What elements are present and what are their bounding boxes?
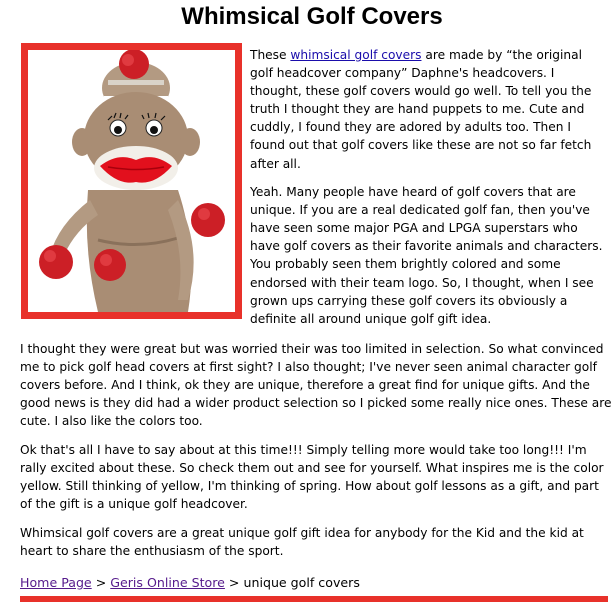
whimsical-golf-covers-link[interactable]: whimsical golf covers [290,48,422,62]
article-body [20,340,612,570]
sock-monkey-golf-cover-photo [28,50,235,312]
footer-divider [20,596,608,602]
breadcrumb-separator: > [224,575,244,590]
article-paragraph-4: Ok that's all I have to say about at this time!!! Simply telling more would take too long!!! I'm rally excited about these. So check them out and see for yourself. What inspires me is the color yellow. Still thinking of yellow, I'm thinking of spring. How about golf lessons as a gift, and part of the gift is a unique golf headcover. [20,442,604,512]
breadcrumb [20,575,610,591]
page-title: Whimsical Golf Covers [181,3,443,30]
breadcrumb-store-link[interactable]: Geris Online Store [110,575,225,590]
breadcrumb-separator: > [91,575,111,590]
article-intro [250,46,606,338]
article-paragraph-3: I thought they were great but was worried their was too limited in selection. So what convinced me to pick golf head covers at first sight? I also thought; I've never seen animal character golf covers before. And I think, ok they are unique, therefore a great find for unique gifts. And the good news is they did had a wider product selection so I picked some really nice ones. These are cute. I also like the colors too. [20,342,612,429]
article-paragraph-1: These whimsical golf covers are made by “the original golf headcover company” Daphne's headcovers. I thought, these golf covers would go well. To tell you the truth I thought they are hand puppets to me. Cute and cuddly, I found they are adored by adults too. Then I found out that golf covers like these are not so far fetch after all. [250,48,592,171]
article-paragraph-5: Whimsical golf covers are a great unique golf gift idea for anybody for the Kid and the kid at heart to share the enthusiasm of the sport. [20,525,584,558]
breadcrumb-home-link[interactable]: Home Page [20,575,92,590]
product-photo-frame [21,43,242,319]
breadcrumb-current: unique golf covers [243,575,360,590]
article-paragraph-2: Yeah. Many people have heard of golf covers that are unique. If you are a real dedicated golf fan, then you've have seen some major PGA and LPGA superstars who have golf covers as their favorite animals and characters. You probably seen them brightly colored and some endorsed with their team logo. So, I thought, when I see grown ups carrying these golf covers its obviously a definite all around unique golf gift idea. [250,185,603,326]
